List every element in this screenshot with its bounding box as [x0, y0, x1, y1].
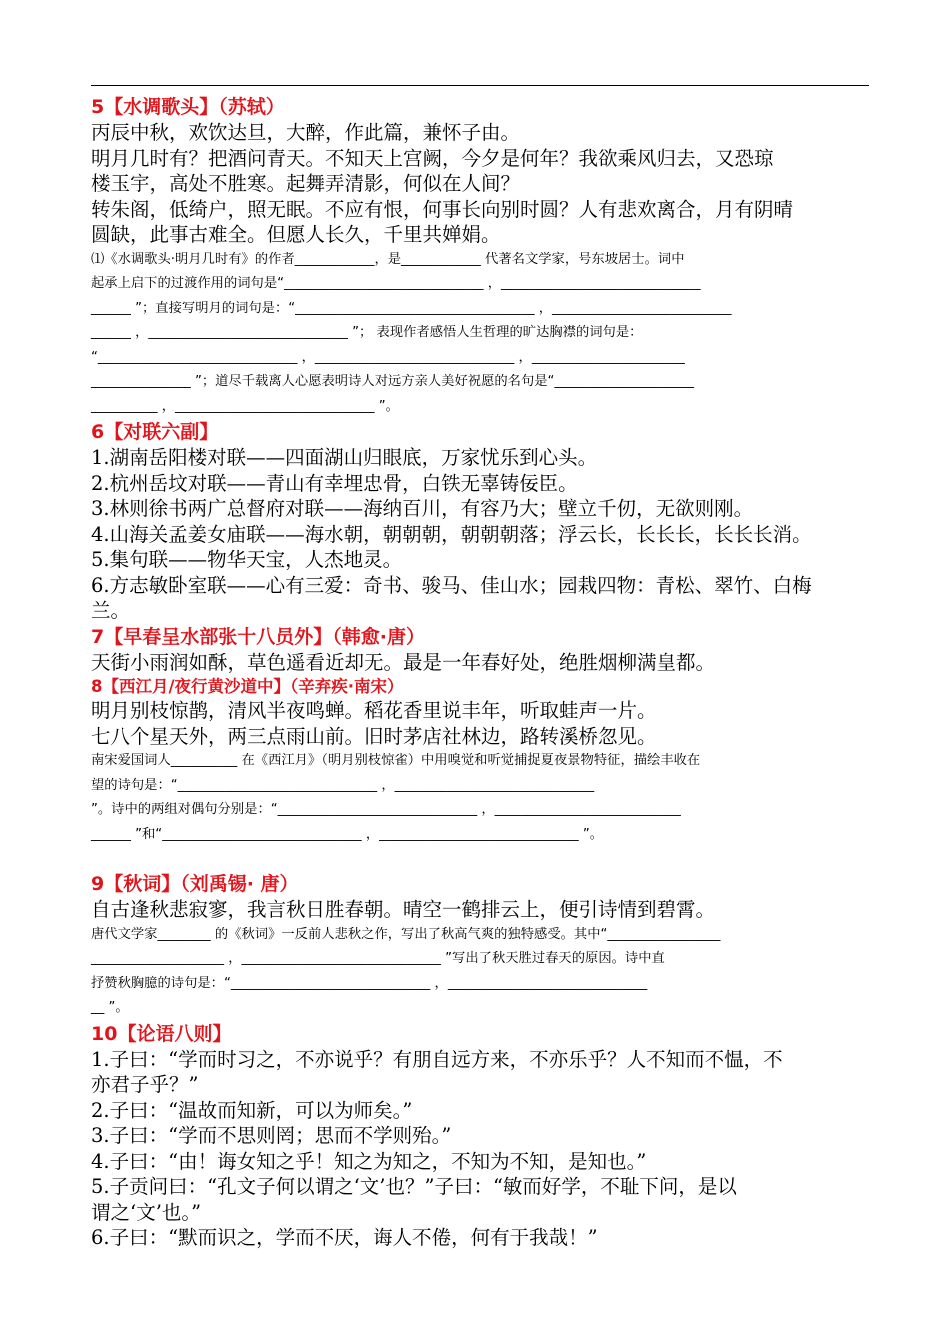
text-line: 天街小雨润如酥，草色遥看近却无。最是一年春好处，绝胜烟柳满皇都。 [91, 650, 716, 674]
question-line: 南宋爱国词人__________ 在《西江月》（明月别枝惊雀）中用嗅觉和听觉捕捉夏夜景物特征，描绘丰收在 [91, 753, 701, 768]
section-6 [91, 419, 869, 624]
question-line: 唐代文学家________ 的《秋词》一反前人悲秋之作，写出了秋高气爽的独特感受。其中“_________________ [91, 926, 721, 942]
text-line: 圆缺，此事古难全。但愿人长久，千里共婵娟。 [91, 223, 501, 246]
content [91, 94, 869, 1251]
question-line: ______ ”；直接写明月的词句是：“____________________________________ ，___________________________ [91, 300, 732, 316]
question-line: _______________ ”；道尽千载离人心愿表明诗人对远方亲人美好祝愿的名句是“_____________________ [91, 374, 695, 389]
text-line: 1.子曰：“学而时习之，不亦说乎？有朋自远方来，不亦乐乎？人不知而不愠，不 [91, 1047, 783, 1071]
document-page [91, 0, 869, 1344]
text-line: 6.子曰：“默而识之，学而不厌，诲人不倦，何有于我哉！” [91, 1226, 598, 1249]
question-line: 起承上启下的过渡作用的词句是“______________________________ ，______________________________ [91, 276, 701, 291]
question-line: __________ ，______________________________ ”。 [91, 398, 399, 414]
text-line: 3.林则徐书两广总督府对联——海纳百川，有容乃大；壁立千仞，无欲则刚。 [91, 497, 754, 520]
text-line: 明月别枝惊鹊，清风半夜鸣蝉。稻花香里说丰年，听取蛙声一片。 [91, 699, 657, 722]
section-heading: 10【论语八则】 [91, 1022, 232, 1045]
question-line: ______ ”和“______________________________ ，______________________________ ”。 [91, 826, 604, 842]
text-line: 七八个星天外，两三点雨山前。旧时茅店社林边，路转溪桥忽见。 [91, 724, 657, 748]
text-line: 4.山海关孟姜女庙联——海水朝，朝朝朝，朝朝朝落；浮云长，长长长，长长长消。 [91, 522, 812, 546]
text-line: 5.集句联——物华天宝，人杰地灵。 [91, 548, 403, 571]
text-line: 明月几时有？把酒问青天。不知天上宫阙，今夕是何年？我欲乘风归去，又恐琼 [91, 146, 774, 170]
section-heading: 7【早春呈水部张十八员外】（韩愈·唐） [91, 625, 425, 648]
text-line: 亦君子乎？” [91, 1073, 199, 1096]
text-line: 2.子曰：“温故而知新，可以为师矣。” [91, 1098, 413, 1122]
text-line: 4.子曰：“由！诲女知之乎！知之为知之，不知为不知，是知也。” [91, 1149, 647, 1173]
question-line: ____________________ ，______________________________ ”写出了秋天胜过春天的原因。诗中直 [91, 951, 665, 966]
text-line: 转朱阁，低绮户，照无眠。不应有恨，何事长向别时圆？人有悲欢离合，月有阴晴 [91, 197, 794, 221]
question-line: ______ ，______________________________ ”； 表现作者感悟人生哲理的旷达胸襟的词句是： [91, 325, 643, 340]
question-line: ⑴《水调歌头·明月几时有》的作者____________，是____________ 代著名文学家，号东坡居士。词中 [91, 251, 685, 267]
section-7 [91, 624, 869, 676]
text-line: 丙辰中秋，欢饮达旦，大醉，作此篇，兼怀子由。 [91, 121, 521, 144]
text-line: 1.湖南岳阳楼对联——四面湖山归眼底，万家忧乐到心头。 [91, 446, 598, 469]
text-line: 楼玉宇，高处不胜寒。起舞弄清影，何似在人间？ [91, 172, 521, 195]
spacer [91, 847, 869, 871]
section-8 [91, 675, 869, 847]
text-line: 谓之‘文’也。” [91, 1200, 202, 1224]
question-line: 望的诗句是：“______________________________ ，______________________________ [91, 777, 595, 793]
section-9 [91, 871, 869, 1021]
section-10 [91, 1021, 869, 1251]
text-line: 兰。 [91, 599, 131, 622]
section-heading: 5【水调歌头】（苏轼） [91, 96, 285, 118]
top-divider [91, 85, 869, 86]
section-heading: 6【对联六副】 [91, 421, 219, 443]
question-line: 抒赞秋胸臆的诗句是：“______________________________ ，______________________________ [91, 975, 648, 991]
question-line: ”。诗中的两组对偶句分别是：“______________________________ ，____________________________ [91, 802, 681, 817]
text-line: 自古逢秋悲寂寥，我言秋日胜春朝。晴空一鹤排云上，便引诗情到碧霄。 [91, 898, 716, 921]
section-heading: 8【西江月/夜行黄沙道中】（辛弃疾·南宋） [91, 677, 404, 696]
text-line: 2.杭州岳坟对联——青山有幸埋忠骨，白铁无辜铸佞臣。 [91, 471, 578, 495]
section-5 [91, 94, 869, 419]
text-line: 5.子贡问曰：“孔文子何以谓之‘文’也？”子曰：“敏而好学，不耻下问，是以 [91, 1175, 737, 1198]
text-line: 6.方志敏卧室联——心有三爱：奇书、骏马、佳山水；园栽四物：青松、翠竹、白梅 [91, 573, 812, 597]
question-line: “______________________________ ，______________________________ ，_______________________ [91, 349, 685, 365]
question-line: __ ”。 [91, 1000, 129, 1015]
text-line: 3.子曰：“学而不思则罔；思而不学则殆。” [91, 1124, 452, 1147]
section-heading: 9【秋词】（刘禹锡· 唐） [91, 873, 299, 895]
